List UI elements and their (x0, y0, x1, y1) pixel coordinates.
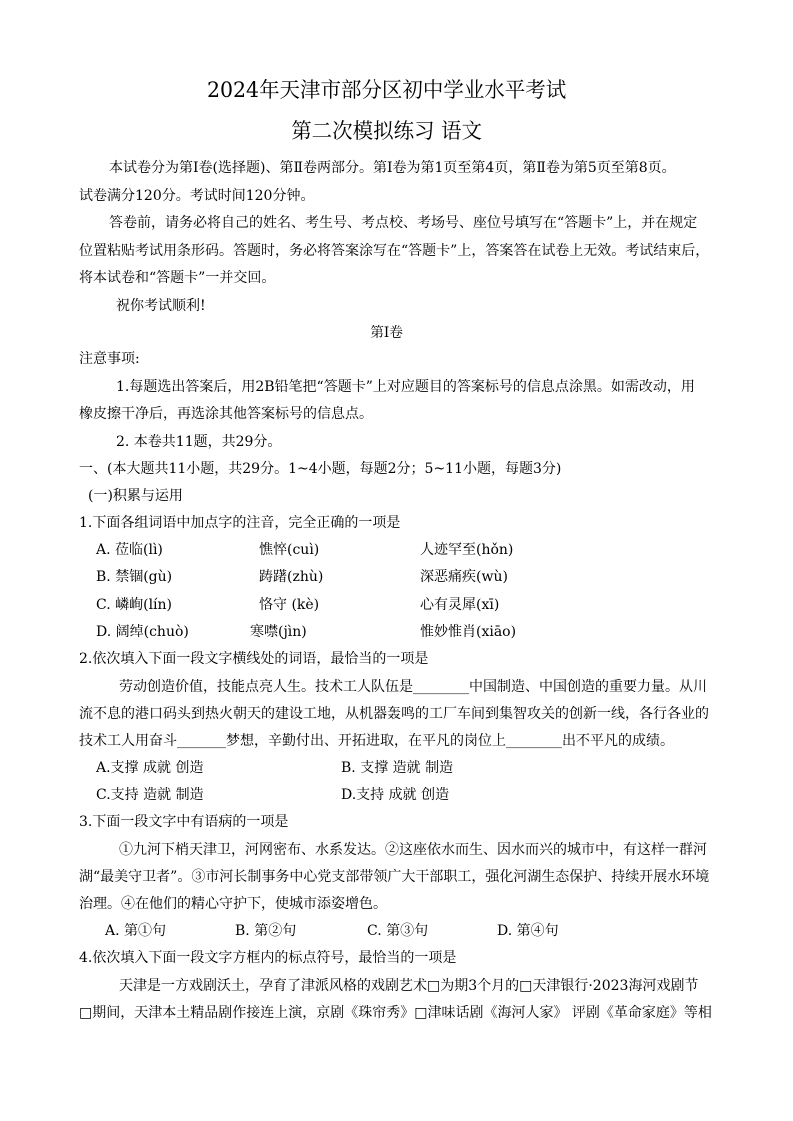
question-stem: 2.依次填入下面一段文字横线处的词语，最恰当的一项是 (79, 651, 429, 667)
passage-text: 流不息的港口码头到热火朝天的建设工地，从机器轰鸣的工厂车间到集智攻关的创新一线，各行各业的 (79, 706, 709, 722)
q1-option-d: 寒噤(jìn) (250, 624, 307, 640)
q1-option-c: 恪守 (kè) (259, 597, 320, 613)
passage-text: 天津是一方戏剧沃土，孕育了津派风格的戏剧艺术□为期3个月的□天津银行·2023海河戏剧节 (119, 978, 699, 994)
q1-option-c: 心有灵犀(xī) (420, 597, 500, 613)
q1-option-a: 人迹罕至(hǒn) (420, 542, 514, 558)
q3-option-c: C. 第③句 (367, 923, 429, 939)
intro-text: 将本试卷和“答题卡”一并交回。 (79, 270, 276, 286)
q2-option-b: B. 支撑 造就 制造 (341, 760, 454, 776)
question-stem: 4.依次填入下面一段文字方框内的标点符号，最恰当的一项是 (79, 950, 457, 966)
passage-text: 治理。④在他们的精心守护下，使城市添姿增色。 (79, 896, 387, 912)
q2-option-c: C.支持 造就 制造 (96, 787, 204, 803)
passage-text: 湖“最美守卫者”。③市河长制事务中心党支部带领广大干部职工，强化河湖生态保护、持续开展水环境 (79, 869, 710, 885)
q1-option-b: 深恶痛疾(wù) (420, 569, 508, 585)
q1-option-b: 踌躇(zhù) (259, 569, 324, 585)
good-luck-text: 祝你考试顺利! (116, 298, 206, 314)
exam-subtitle: 第二次模拟练习 语文 (291, 119, 482, 143)
passage-text: ①九河下梢天津卫，河网密布、水系发达。②这座依水而生、因水而兴的城市中，有这样一群河 (119, 842, 707, 858)
q1-option-b: B. 禁锢(gù) (96, 569, 173, 585)
passage-text: 劳动创造价值，技能点亮人生。技术工人队伍是________中国制造、中国创造的重要力量。从川 (119, 679, 707, 695)
intro-text: 试卷满分120分。考试时间120分钟。 (79, 188, 315, 204)
section-heading: 一、(本大题共11小题，共29分。1~4小题，每题2分；5~11小题，每题3分) (79, 461, 562, 477)
notice-item: 1.每题选出答案后，用2B铅笔把“答题卡”上对应题目的答案标号的信息点涂黑。如需改动，用 (116, 379, 695, 395)
intro-text: 答卷前，请务必将自己的姓名、考生号、考点校、考场号、座位号填写在“答题卡”上，并在规定 (109, 215, 698, 231)
intro-text: 本试卷分为第Ⅰ卷(选择题)、第Ⅱ卷两部分。第Ⅰ卷为第1页至第4页，第Ⅱ卷为第5页至第8页。 (109, 160, 676, 176)
q1-option-d: D. 阔绰(chuò) (96, 624, 189, 640)
question-stem: 3.下面一段文字中有语病的一项是 (79, 814, 289, 830)
q3-option-d: D. 第④句 (497, 923, 559, 939)
q3-option-b: B. 第②句 (235, 923, 297, 939)
passage-text: 技术工人用奋斗_______梦想，辛勤付出、开拓进取，在平凡的岗位上________出不平凡的成绩。 (79, 733, 674, 749)
intro-text: 位置粘贴考试用条形码。答题时，务必将答案涂写在“答题卡”上，答案答在试卷上无效。考试结束后， (79, 243, 710, 259)
q1-option-d: 惟妙惟肖(xiāo) (420, 624, 517, 640)
q2-option-d: D.支持 成就 创造 (341, 787, 450, 803)
exam-title: 2024年天津市部分区初中学业水平考试 (206, 78, 567, 102)
passage-text: □期间，天津本土精品剧作接连上演，京剧《珠帘秀》□津味话剧《海河人家》 评剧《革命家庭》等相 (79, 1005, 712, 1021)
notice-heading: 注意事项: (79, 351, 140, 367)
q1-option-c: C. 嶙峋(lín) (96, 597, 173, 613)
q1-option-a: A. 莅临(lì) (96, 542, 163, 558)
part-heading: 第Ⅰ卷 (370, 325, 403, 341)
notice-item: 2. 本卷共11题，共29分。 (116, 434, 282, 450)
q1-option-a: 憔悴(cuì) (259, 542, 320, 558)
question-stem: 1.下面各组词语中加点字的注音，完全正确的一项是 (79, 515, 401, 531)
notice-item: 橡皮擦干净后，再选涂其他答案标号的信息点。 (79, 406, 373, 422)
q2-option-a: A.支撑 成就 创造 (96, 760, 204, 776)
subsection-heading: (一)积累与运用 (88, 488, 183, 504)
q3-option-a: A. 第①句 (105, 923, 167, 939)
